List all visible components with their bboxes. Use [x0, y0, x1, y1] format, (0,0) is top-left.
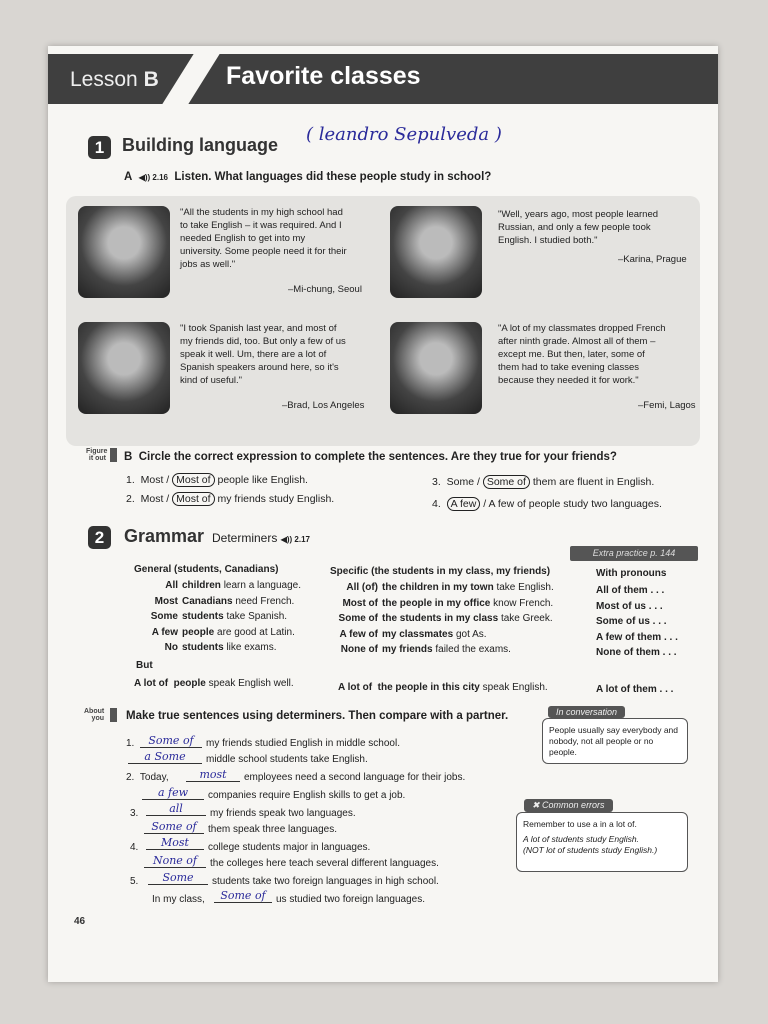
exercise-5-text-1: students take two foreign languages in high school.	[212, 876, 439, 887]
exercise-3-num: 3.	[130, 808, 139, 819]
part-b-instruction: B Circle the correct expression to complete the sentences. Are they true for your friends?	[124, 451, 617, 463]
circled-answer[interactable]: Most of	[172, 492, 214, 506]
exercise-2-text-2: companies require English skills to get a job.	[208, 790, 406, 801]
exercise-3-blank-1[interactable]: all	[146, 802, 206, 816]
alot-general: A lot of people speak English well.	[134, 678, 294, 689]
lesson-title: Favorite classes	[226, 62, 421, 90]
about-you-tag: About you	[84, 708, 105, 722]
figure-it-out-tag: Figure it out	[86, 448, 108, 462]
exercise-5-blank-1[interactable]: Some	[148, 871, 208, 885]
tag-bar	[110, 708, 117, 722]
circled-answer[interactable]: A few	[447, 497, 481, 511]
x-icon: ✖	[532, 800, 543, 810]
header-divider	[162, 54, 219, 104]
common-errors-label: ✖ Common errors	[524, 799, 613, 812]
exercise-1-blank-1[interactable]: Some of	[140, 734, 202, 748]
quote-attribution: –Brad, Los Angeles	[282, 400, 365, 411]
exercise-5-blank-2[interactable]: Some of	[214, 889, 272, 903]
lesson-label: Lesson B	[70, 68, 159, 91]
audio-icon: ◀)) 2.17	[280, 535, 310, 544]
section-2-number: 2	[88, 526, 111, 549]
quote-text: "A lot of my classmates dropped French after ninth grade. Almost all of them – except me. But then, later, some of them had to take evening classes because they needed it for work."	[498, 323, 666, 386]
exercise-1-num: 1.	[126, 738, 135, 749]
circled-answer[interactable]: Most of	[172, 473, 214, 487]
exercise-5-text-2: In my class,	[152, 894, 205, 905]
specific-column-head: Specific (the students in my class, my friends)	[330, 566, 551, 577]
exercise-1-text-1: my friends studied English in middle school.	[206, 738, 400, 749]
page-number: 46	[74, 916, 86, 927]
pronoun-examples: All of them . . . Most of us . . . Some of us . . . A few of them . . . None of them . . .	[596, 585, 678, 659]
exercise-1-blank-2[interactable]: a Some	[128, 750, 202, 764]
but-label: But	[136, 660, 153, 671]
part-a-instruction: A ◀)) 2.16 Listen. What languages did these people study in school?	[124, 171, 492, 183]
part-b-item-3: 3. Some / Some of them are fluent in English.	[432, 476, 655, 488]
photo-brad	[78, 322, 170, 414]
general-examples: children learn a language. Canadians need French. students take Spanish. people are good at Latin. students like exams.	[182, 580, 301, 654]
exercise-2-blank-2[interactable]: a few	[142, 786, 204, 800]
textbook-page	[48, 46, 718, 982]
exercise-5-num: 5.	[130, 876, 139, 887]
exercise-2-blank-1[interactable]: most	[186, 768, 240, 782]
audio-icon: ◀)) 2.16	[138, 173, 168, 182]
exercise-4-text-1: college students major in languages.	[208, 842, 371, 853]
exercise-4-blank-1[interactable]: Most	[146, 836, 204, 850]
specific-determiners: All (of) Most of Some of A few of None of	[338, 582, 378, 656]
section-1-title: Building language	[122, 135, 278, 155]
quote-attribution: –Karina, Prague	[618, 254, 687, 265]
about-you-instruction: Make true sentences using determiners. Then compare with a partner.	[126, 710, 509, 722]
quote-text: "Well, years ago, most people learned Russian, and only a few people took English. I studied both."	[498, 209, 659, 246]
exercise-2-text-1: employees need a second language for their jobs.	[244, 772, 466, 783]
quote-attribution: –Mi-chung, Seoul	[288, 284, 362, 295]
lesson-header	[48, 54, 718, 104]
circled-answer[interactable]: Some of	[483, 475, 530, 489]
general-determiners: All Most Some A few No	[150, 580, 178, 654]
part-b-item-1: 1. Most / Most of people like English.	[126, 474, 308, 486]
photo-femi	[390, 322, 482, 414]
part-b-item-2: 2. Most / Most of my friends study English.	[126, 493, 335, 505]
exercise-3-blank-2[interactable]: Some of	[144, 820, 204, 834]
in-conversation-label: In conversation	[548, 706, 625, 718]
exercise-3-text-2: them speak three languages.	[208, 824, 337, 835]
alot-specific: A lot of the people in this city speak English.	[338, 682, 548, 693]
section-2-title: Grammar	[124, 526, 205, 546]
tag-bar	[110, 448, 117, 462]
alot-pronoun: A lot of them . . .	[596, 684, 674, 695]
exercise-5-text-3: us studied two foreign languages.	[276, 894, 425, 905]
section-1-number: 1	[88, 136, 111, 159]
specific-examples: the children in my town take English. the people in my office know French. the students in my class take Greek. my classmates got As. my friends failed the exams.	[382, 582, 554, 656]
quote-text: "All the students in my high school had to take English – it was required. And I needed English to get into my university. Some people need it for their jobs as well."	[180, 207, 347, 270]
exercise-3-text-1: my friends speak two languages.	[210, 808, 356, 819]
exercise-4-text-2: the colleges here teach several different languages.	[210, 858, 439, 869]
exercise-4-blank-2[interactable]: None of	[144, 854, 206, 868]
extra-practice-label: Extra practice p. 144	[570, 546, 698, 561]
photo-mi-chung	[78, 206, 170, 298]
section-2-subtitle: Determiners ◀)) 2.17	[212, 531, 310, 545]
handwritten-student-name: ( leandro Sepulveda )	[306, 124, 502, 145]
in-conversation-box: People usually say everybody and nobody, not all people or no people.	[542, 718, 688, 764]
quote-attribution: –Femi, Lagos	[638, 400, 696, 411]
general-column-head: General (students, Canadians)	[134, 564, 279, 575]
pronouns-column-head: With pronouns	[596, 568, 667, 579]
exercise-1-text-2: middle school students take English.	[206, 754, 368, 765]
exercise-4-num: 4.	[130, 842, 139, 853]
part-b-item-4: 4. A few / A few of people study two languages.	[432, 498, 662, 510]
quote-text: "I took Spanish last year, and most of my friends did, too. But only a few of us speak it well. Um, there are a lot of Spanish speakers around here, so it's kind of useful."	[180, 323, 346, 386]
quotes-panel	[66, 196, 700, 446]
exercise-2-num: 2. Today,	[126, 772, 169, 783]
photo-karina	[390, 206, 482, 298]
common-errors-box: Remember to use a in a lot of. A lot of students study English. (NOT lot of students study English.)	[516, 812, 688, 872]
